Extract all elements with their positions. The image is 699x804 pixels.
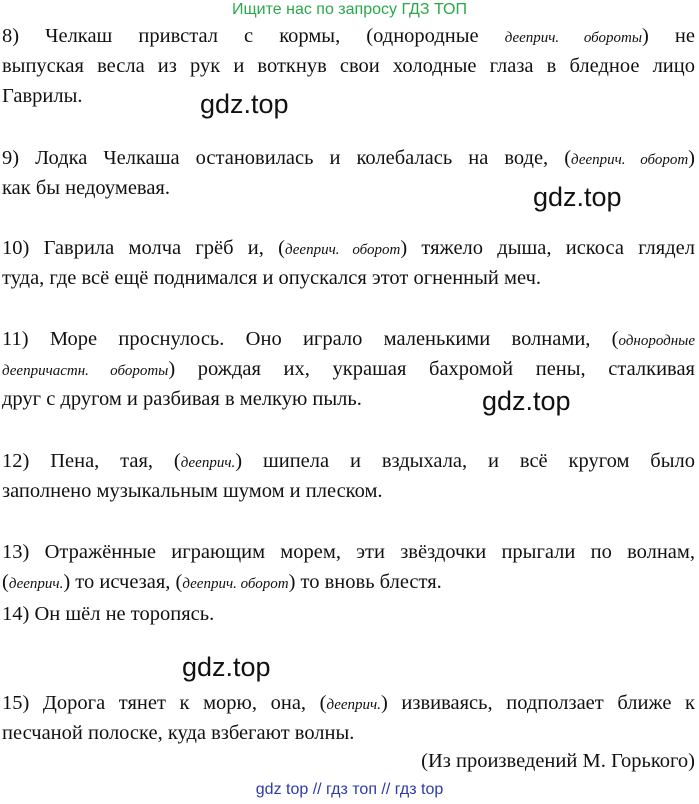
sentence-9-line-2: как бы недоумевая. — [2, 177, 170, 199]
sentence-12 — [2, 446, 695, 506]
sentence-10-line-2: туда, где всё ещё поднимался и опускался этот огненный меч. — [2, 267, 542, 289]
watermark: gdz.top — [533, 182, 622, 212]
sentence-10 — [2, 233, 695, 293]
watermark: gdz.top — [200, 89, 289, 119]
search-hint-banner: Ищите нас по запросу ГДЗ ТОП — [232, 1, 467, 18]
grammar-note: однородные — [618, 333, 695, 349]
sentence-8-line-3: Гаврилы. — [2, 85, 83, 107]
grammar-note: дееприч. — [326, 697, 381, 713]
sentence-10-line-1: 10) Гаврила молча грёб и, (дееприч. оборот) тяжело дыша, искоса глядел — [2, 237, 695, 259]
sentence-13-line-2: (дееприч.) то исчезая, (дееприч. оборот) то вновь блестя. — [2, 571, 442, 593]
attribution: (Из произведений М. Горького) — [421, 750, 695, 772]
sentence-11-line-3: друг с другом и разбивая в мелкую пыль. — [2, 388, 362, 410]
sentence-15 — [2, 688, 695, 748]
grammar-note: дееприч. обороты — [504, 30, 643, 46]
sentence-9-line-1: 9) Лодка Челкаша остановилась и колебалась на воде, (дееприч. оборот) — [2, 147, 695, 169]
sentence-8-line-1: 8) Челкаш привстал с кормы, (однородные дееприч. обороты) не — [2, 25, 696, 47]
sentence-14-line-1: 14) Он шёл не торопясь. — [2, 603, 215, 625]
watermark: gdz.top — [482, 386, 571, 416]
sentence-15-line-2: песчаной полоске, куда взбегают волны. — [2, 722, 355, 744]
watermark: gdz.top — [182, 652, 271, 682]
sentence-14 — [2, 599, 695, 629]
grammar-note: дееприч. оборот — [182, 576, 289, 592]
sentence-8 — [2, 21, 695, 111]
sentence-11-line-2: деепричастн. обороты) рождая их, украшая бахромой пены, сталкивая — [2, 358, 695, 380]
grammar-note: деепричастн. обороты — [2, 363, 169, 379]
footer-links: gdz top // гдз топ // гдз top — [255, 781, 444, 798]
sentence-13-line-1: 13) Отражённые играющим морем, эти звёздочки прыгали по волнам, — [2, 541, 695, 563]
grammar-note: дееприч. оборот — [571, 152, 689, 168]
sentence-11-line-1: 11) Море проснулось. Оно играло маленькими волнами, (однородные — [2, 328, 695, 350]
grammar-note: дееприч. — [8, 576, 64, 592]
sentence-8-line-2: выпуская весла из рук и воткнув свои холодные глаза в бледное лицо — [2, 55, 695, 77]
grammar-note: дееприч. оборот — [284, 242, 401, 258]
sentence-12-line-1: 12) Пена, тая, (дееприч.) шипела и вздыхала, и всё кругом было — [2, 450, 695, 472]
grammar-note: дееприч. — [180, 455, 236, 471]
sentence-12-line-2: заполнено музыкальным шумом и плеском. — [2, 480, 383, 502]
sentence-11 — [2, 324, 695, 414]
sentence-13 — [2, 537, 695, 597]
sentence-15-line-1: 15) Дорога тянет к морю, она, (дееприч.) извиваясь, подползает ближе к — [2, 692, 695, 714]
